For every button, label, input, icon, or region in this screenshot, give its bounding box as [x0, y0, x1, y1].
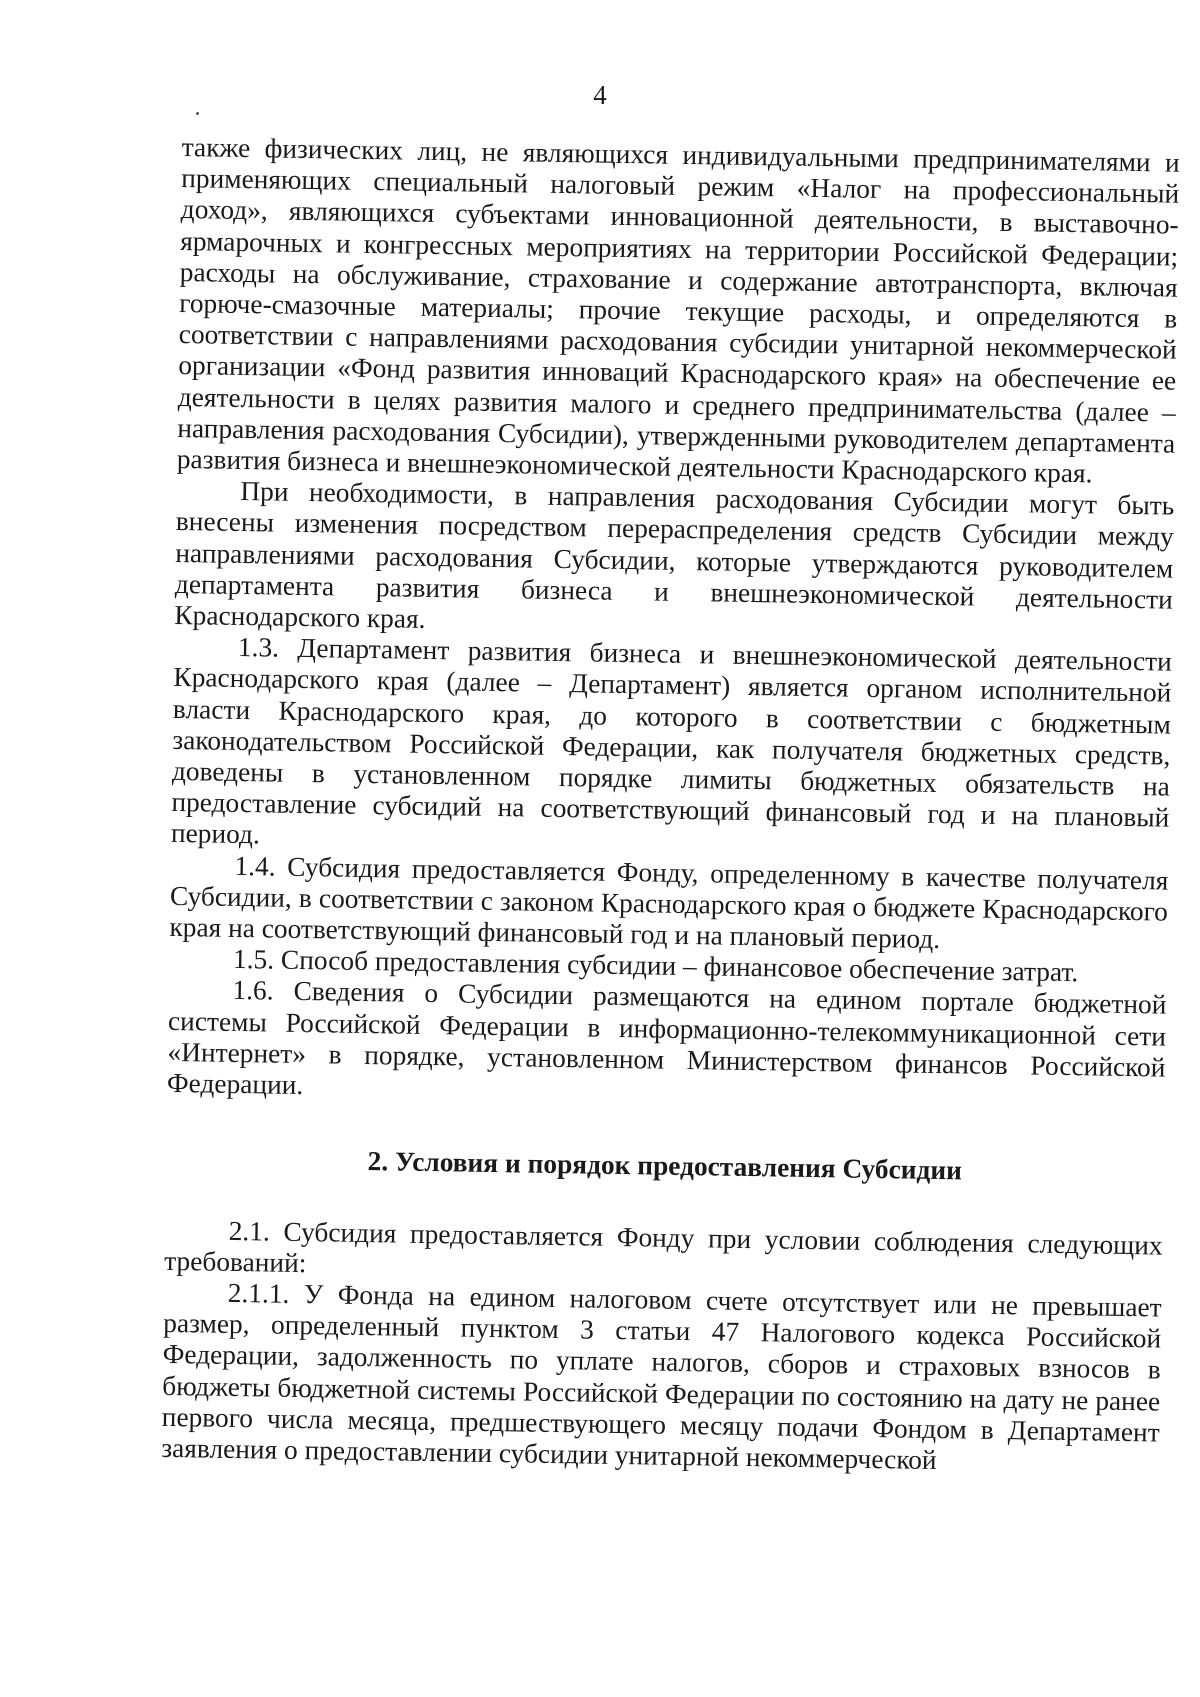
- paragraph-1-3: 1.3. Департамент развития бизнеса и внешнеэкономической деятельности Краснодарского края (далее – Департамент) является органом исполнительной власти Краснодарского края, до которого в соответствии с бюджетным законодательством Российской Федерации, как получателя бюджетных средств, доведены в установленном порядке лимиты бюджетных обязательств на предоставление субсидий на соответствующий финансовый год и на плановый период.: [170, 632, 1173, 850]
- document-body: [161, 132, 1180, 1480]
- paragraph-1-6: 1.6. Сведения о Субсидии размещаются на едином портале бюджетной системы Российской Федерации в информационно-телекоммуникационной сети «Интернет» в порядке, установленном Министерством финансов Российской Федерации.: [166, 975, 1167, 1101]
- paragraph-1-5: 1.5. Способ предоставления субсидии – финансовое обеспечение затрат.: [232, 944, 1079, 988]
- paragraph-continuation: также физических лиц, не являющихся индивидуальными предпринимателями и применяющих специальный налоговый режим «Налог на профессиональный доход», являющихся субъектами инновационной деятельности, в выставочно-ярмарочных и конгрессных мероприятиях на территории Российской Федерации; расходы на обслуживание, страхование и содержание автотранспорта, включая горюче-смазочные материалы; прочие текущие расходы, и определяются в соответствии с направлениями расходования субсидии унитарной некоммерческой организации «Фонд развития инноваций Краснодарского края» на обеспечение ее деятельности в целях развития малого и среднего предпринимательства (далее – направления расходования Субсидии), утвержденными руководителем департамента развития бизнеса и внешнеэкономической деятельности Краснодарского края.: [176, 132, 1180, 489]
- page-number: 4: [593, 80, 607, 110]
- paragraph-1-4: 1.4. Субсидия предоставляется Фонду, определенному в качестве получателя Субсидии, в соответствии с законом Краснодарского края о бюджете Краснодарского края на соответствующий финансовый год и на плановый период.: [169, 850, 1169, 955]
- paragraph-2-1-1: 2.1.1. У Фонда на едином налоговом счете отсутствует или не превышает размер, определенный пунктом 3 статьи 47 Налогового кодекса Российской Федерации, задолженность по уплате налогов, сборов и страховых взносов в бюджеты бюджетной системы Российской Федерации по состоянию на дату не ранее первого числа месяца, предшествующего месяцу подачи Фондом в Департамент заявления о предоставлении субсидии унитарной некоммерческой: [161, 1277, 1162, 1475]
- section-heading: 2. Условия и порядок предоставления Субсидии: [367, 1146, 963, 1186]
- paragraph-2-1: 2.1. Субсидия предоставляется Фонду при условии соблюдения следующих требований:: [164, 1215, 1163, 1278]
- paragraph-changes: При необходимости, в направления расходования Субсидии могут быть внесены изменения посредством перераспределения средств Субсидии между направлениями расходования Субсидии, которые утверждаются руководителем департамента развития бизнеса и внешнеэкономической деятельности Краснодарского края.: [174, 476, 1175, 634]
- scan-speck: [196, 112, 199, 115]
